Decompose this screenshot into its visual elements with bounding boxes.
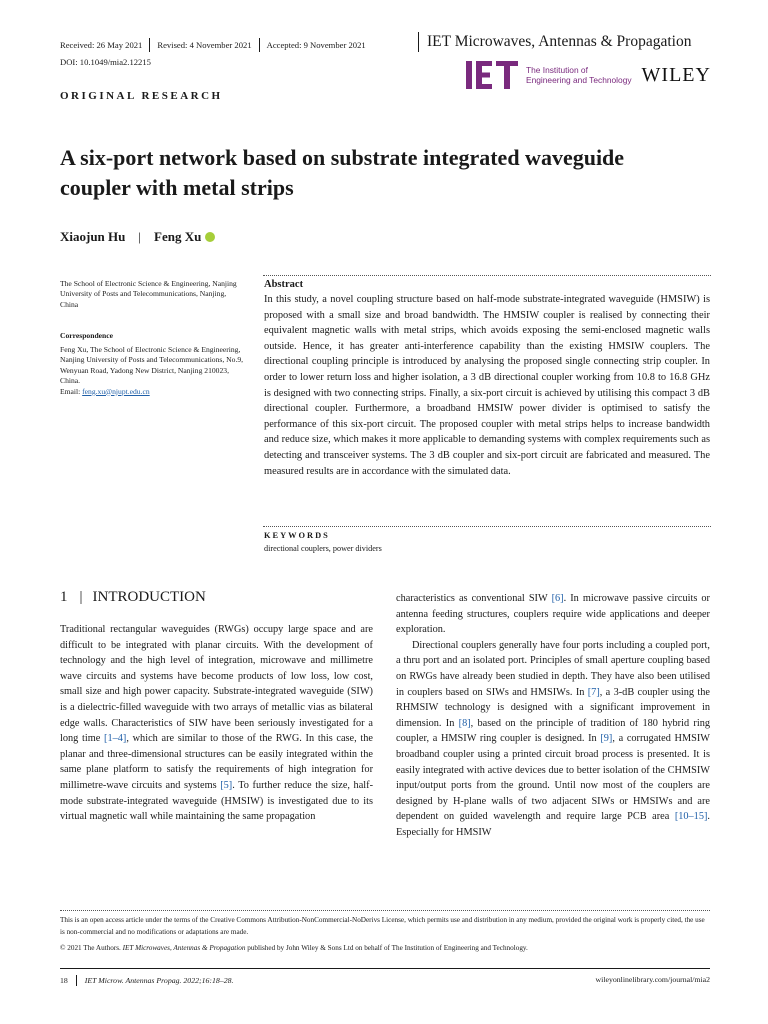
abstract-heading: Abstract bbox=[264, 279, 304, 290]
publisher-logos bbox=[466, 58, 711, 92]
citation-link[interactable]: [1–4] bbox=[104, 733, 127, 745]
iet-logo-icon bbox=[466, 59, 520, 91]
received-date: Received: 26 May 2021 bbox=[60, 40, 143, 50]
journal-title: IET Microwaves, Antennas & Propagation bbox=[427, 33, 692, 50]
paragraph: Directional couplers generally have four ports including a coupled port, a thru port and an isolated port. Principles of small aperture coupling based on RWGs have already been studied in depth. They have also been utilised in couplers based on SIWs and HMSIWs. In [7], a 3-dB coupler using the RHMSIW technology is designed with a significant improvement in dimension. In [8], based on the principle of tradition of 180 hybrid ring coupler, a HMSIW ring coupler is designed. In [9], a corrugated HMSIW broadband coupler using a printed circuit broad process is presented. It is easily integrated with active devices due to better isolation of the CHMSIW input/output ports from the ground. Until now most of the couplers are designed by H-plane walls of two adjacent SIWs or HMSIWs and are dependent on guided wavelength and require large PCB area [10–15]. Especially for HMSIW bbox=[396, 639, 710, 838]
paragraph: characteristics as conventional SIW [6]. In microwave passive circuits or antenna feeding structures, couplers require wide applications and deeper exploration. bbox=[396, 593, 710, 636]
iet-organization-name bbox=[526, 65, 632, 85]
copyright-notice: © 2021 The Authors. IET Microwaves, Antennas & Propagation published by John Wiley & Sons Ltd on behalf of The Institution of Engineering and Technology. bbox=[60, 944, 528, 952]
revised-date: Revised: 4 November 2021 bbox=[157, 40, 252, 50]
abstract-divider bbox=[263, 275, 711, 276]
article-title: A six-port network based on substrate integrated waveguide coupler with metal strips bbox=[60, 145, 625, 200]
iet-org-line-1: The Institution of bbox=[526, 65, 588, 75]
citation-link[interactable]: [9] bbox=[600, 733, 613, 745]
body-column-left bbox=[60, 622, 373, 825]
author-name[interactable]: Xiaojun Hu bbox=[60, 229, 126, 244]
keywords-heading: KEYWORDS bbox=[264, 531, 330, 540]
journal-citation: IET Microw. Antennas Propag. 2022;16:18–28. bbox=[84, 976, 234, 985]
page-footer-left bbox=[60, 975, 233, 986]
section-heading bbox=[60, 589, 206, 606]
email-link[interactable]: feng.xu@njupt.edu.cn bbox=[82, 386, 150, 396]
divider bbox=[76, 975, 77, 986]
citation-link[interactable]: [7] bbox=[587, 686, 600, 698]
iet-org-line-2: Engineering and Technology bbox=[526, 75, 632, 85]
divider: | bbox=[79, 589, 83, 605]
footer-divider bbox=[60, 910, 710, 911]
divider bbox=[418, 32, 419, 52]
citation-link[interactable]: [8] bbox=[458, 717, 471, 729]
orcid-icon[interactable] bbox=[205, 232, 215, 242]
correspondence-address: Feng Xu, The School of Electronic Science & Engineering, Nanjing University of Posts and Telecommunications, No.9, Wenyuan Road, Yadong New District, Nanjing 210023, China. bbox=[60, 345, 244, 386]
citation-link[interactable]: [5] bbox=[220, 779, 233, 791]
author-name[interactable]: Feng Xu bbox=[154, 229, 202, 244]
license-notice: This is an open access article under the terms of the Creative Commons Attribution-NonCommercial-NoDerivs License, which permits use and distribution in any medium, provided the original work is properly cited, the use is non-commercial and no modifications or adaptations are made. bbox=[60, 916, 705, 936]
article-type: ORIGINAL RESEARCH bbox=[60, 90, 223, 102]
article-dates bbox=[60, 38, 366, 52]
paragraph: Traditional rectangular waveguides (RWGs) occupy large space and are difficult to be integrated with planar circuits. With the development of technology and the high level of integration, microwave and millimetre wave circuits and systems have become products of low loss, low cost, small size and high power capacity. Substrate-integrated waveguide (SIW) is a dielectric-filled waveguide with two arrays of metallic vias as bilateral edge walls. Characteristics of SIW have been seriously investigated for a long time [1–4], which are similar to those of the RWG. In this case, the planar and three-dimensional structures can be easily integrated within the same plane platform to satisfy the requirements of high integration for millimetre-wave circuits and systems [5]. To further reduce the size, half-mode substrate-integrated waveguide (HMSIW) is investigated due to its virtual magnetic wall while maintaining the same propagation bbox=[60, 624, 373, 823]
correspondence-block bbox=[60, 345, 245, 397]
page-number: 18 bbox=[60, 976, 68, 985]
divider: | bbox=[138, 229, 141, 244]
divider bbox=[149, 38, 150, 52]
doi: DOI: 10.1049/mia2.12215 bbox=[60, 57, 151, 67]
citation-link[interactable]: [10–15] bbox=[674, 811, 708, 823]
section-number: 1 bbox=[60, 589, 68, 605]
correspondence-heading: Correspondence bbox=[60, 331, 114, 340]
keywords-divider bbox=[263, 526, 711, 527]
abstract-text: In this study, a novel coupling structure based on half-mode substrate-integrated waveguide (HMSIW) is proposed with a small size and broad bandwidth. The HMSIW coupler is realised by connecting their equivalent magnetic walls with metal strips, which avoids exposing the semi-enclosed magnetic walls outside. Hence, it has greater anti-interference capability than the existing HMSIW couplers. The directional coupling principle is introduced by analysing the proposed single connecting strip coupler. In order to lower return loss and higher isolation, a 3 dB directional coupler working from 10.8 to 16.8 GHz is designed with two connecting strips. Finally, a six-port circuit is achieved by utilising this compact 3 dB directional coupler. Furthermore, a broadband HMSIW power divider is optimised to satisfy the performance of this six-port circuit. The proposed coupler with metal strips helps to increase bandwidth and reduce size, which makes it more applicable to demanding systems with complex requirements such as detecting and transceiver systems. The 3 dB coupler and six-port circuit are fabricated and measured. The measured results are in accordance with the simulated data. bbox=[264, 294, 710, 477]
page-divider bbox=[60, 968, 710, 969]
section-title: INTRODUCTION bbox=[92, 589, 206, 605]
email-label: Email: bbox=[60, 386, 83, 396]
divider bbox=[259, 38, 260, 52]
keywords-list: directional couplers, power dividers bbox=[264, 544, 382, 553]
journal-name bbox=[418, 32, 691, 52]
author-list bbox=[60, 229, 215, 245]
journal-url[interactable]: wileyonlinelibrary.com/journal/mia2 bbox=[595, 975, 710, 984]
citation-link[interactable]: [6] bbox=[551, 593, 564, 604]
affiliation: The School of Electronic Science & Engineering, Nanjing University of Posts and Telecommunications, Nanjing, China bbox=[60, 279, 237, 309]
body-column-right bbox=[396, 591, 710, 841]
wiley-logo: WILEY bbox=[641, 63, 711, 86]
accepted-date: Accepted: 9 November 2021 bbox=[266, 40, 366, 50]
